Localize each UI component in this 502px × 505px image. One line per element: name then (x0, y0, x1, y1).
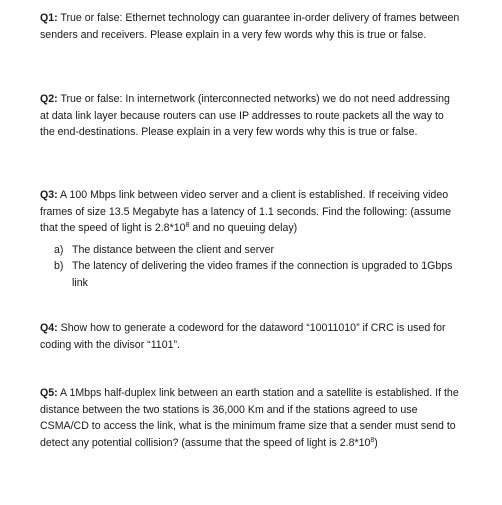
question-label: Q1: (40, 12, 58, 24)
question-1 (40, 10, 460, 43)
list-marker: b) (54, 260, 64, 272)
sub-question-a (40, 242, 460, 259)
sub-question-list (40, 242, 460, 292)
question-4 (40, 320, 460, 353)
question-5 (40, 385, 460, 451)
question-text: True or false: In internetwork (interconnected networks) we do not need addressing at data link layer because routers can use IP addresses to route packets all the way to the end-destinations. Please explain in a very few words why this is true or false. (40, 93, 450, 138)
question-text-tail: and no queuing delay) (189, 222, 298, 234)
list-marker: a) (54, 243, 64, 256)
question-text-tail: ) (374, 436, 378, 449)
exponent: 8 (185, 222, 190, 229)
question-3 (40, 187, 460, 291)
question-text: A 1Mbps half-duplex link between an earth station and a satellite is established. If the distance between the two stations is 36,000 Km and if the stations agreed to use CSMA/CD to access the link, what is the minimum frame size that a sender must send to detect any potential collision? (assume that the speed of light is 2.8*10 (40, 387, 459, 449)
question-text: A 100 Mbps link between video server and a client is established. If receiving video frames of size 13.5 Megabyte has a latency of 1.1 seconds. Find the following: (assume that the speed of light is 2.8*10 (40, 189, 452, 234)
sub-question-b (40, 258, 460, 291)
question-2 (40, 91, 460, 141)
sub-question-text: The distance between the client and server (72, 243, 274, 256)
question-label: Q4: (40, 322, 58, 334)
exponent: 8 (370, 436, 375, 444)
question-label: Q2: (40, 93, 58, 105)
question-label: Q3: (40, 189, 58, 201)
question-text: True or false: Ethernet technology can guarantee in-order delivery of frames between senders and receivers. Please explain in a very few words why this is true or false. (40, 12, 460, 41)
question-label: Q5: (40, 387, 58, 399)
sub-question-text: The latency of delivering the video frames if the connection is upgraded to 1Gbps link (72, 260, 453, 289)
question-text: Show how to generate a codeword for the dataword “10011010” if CRC is used for coding with the divisor “1101”. (40, 322, 446, 351)
